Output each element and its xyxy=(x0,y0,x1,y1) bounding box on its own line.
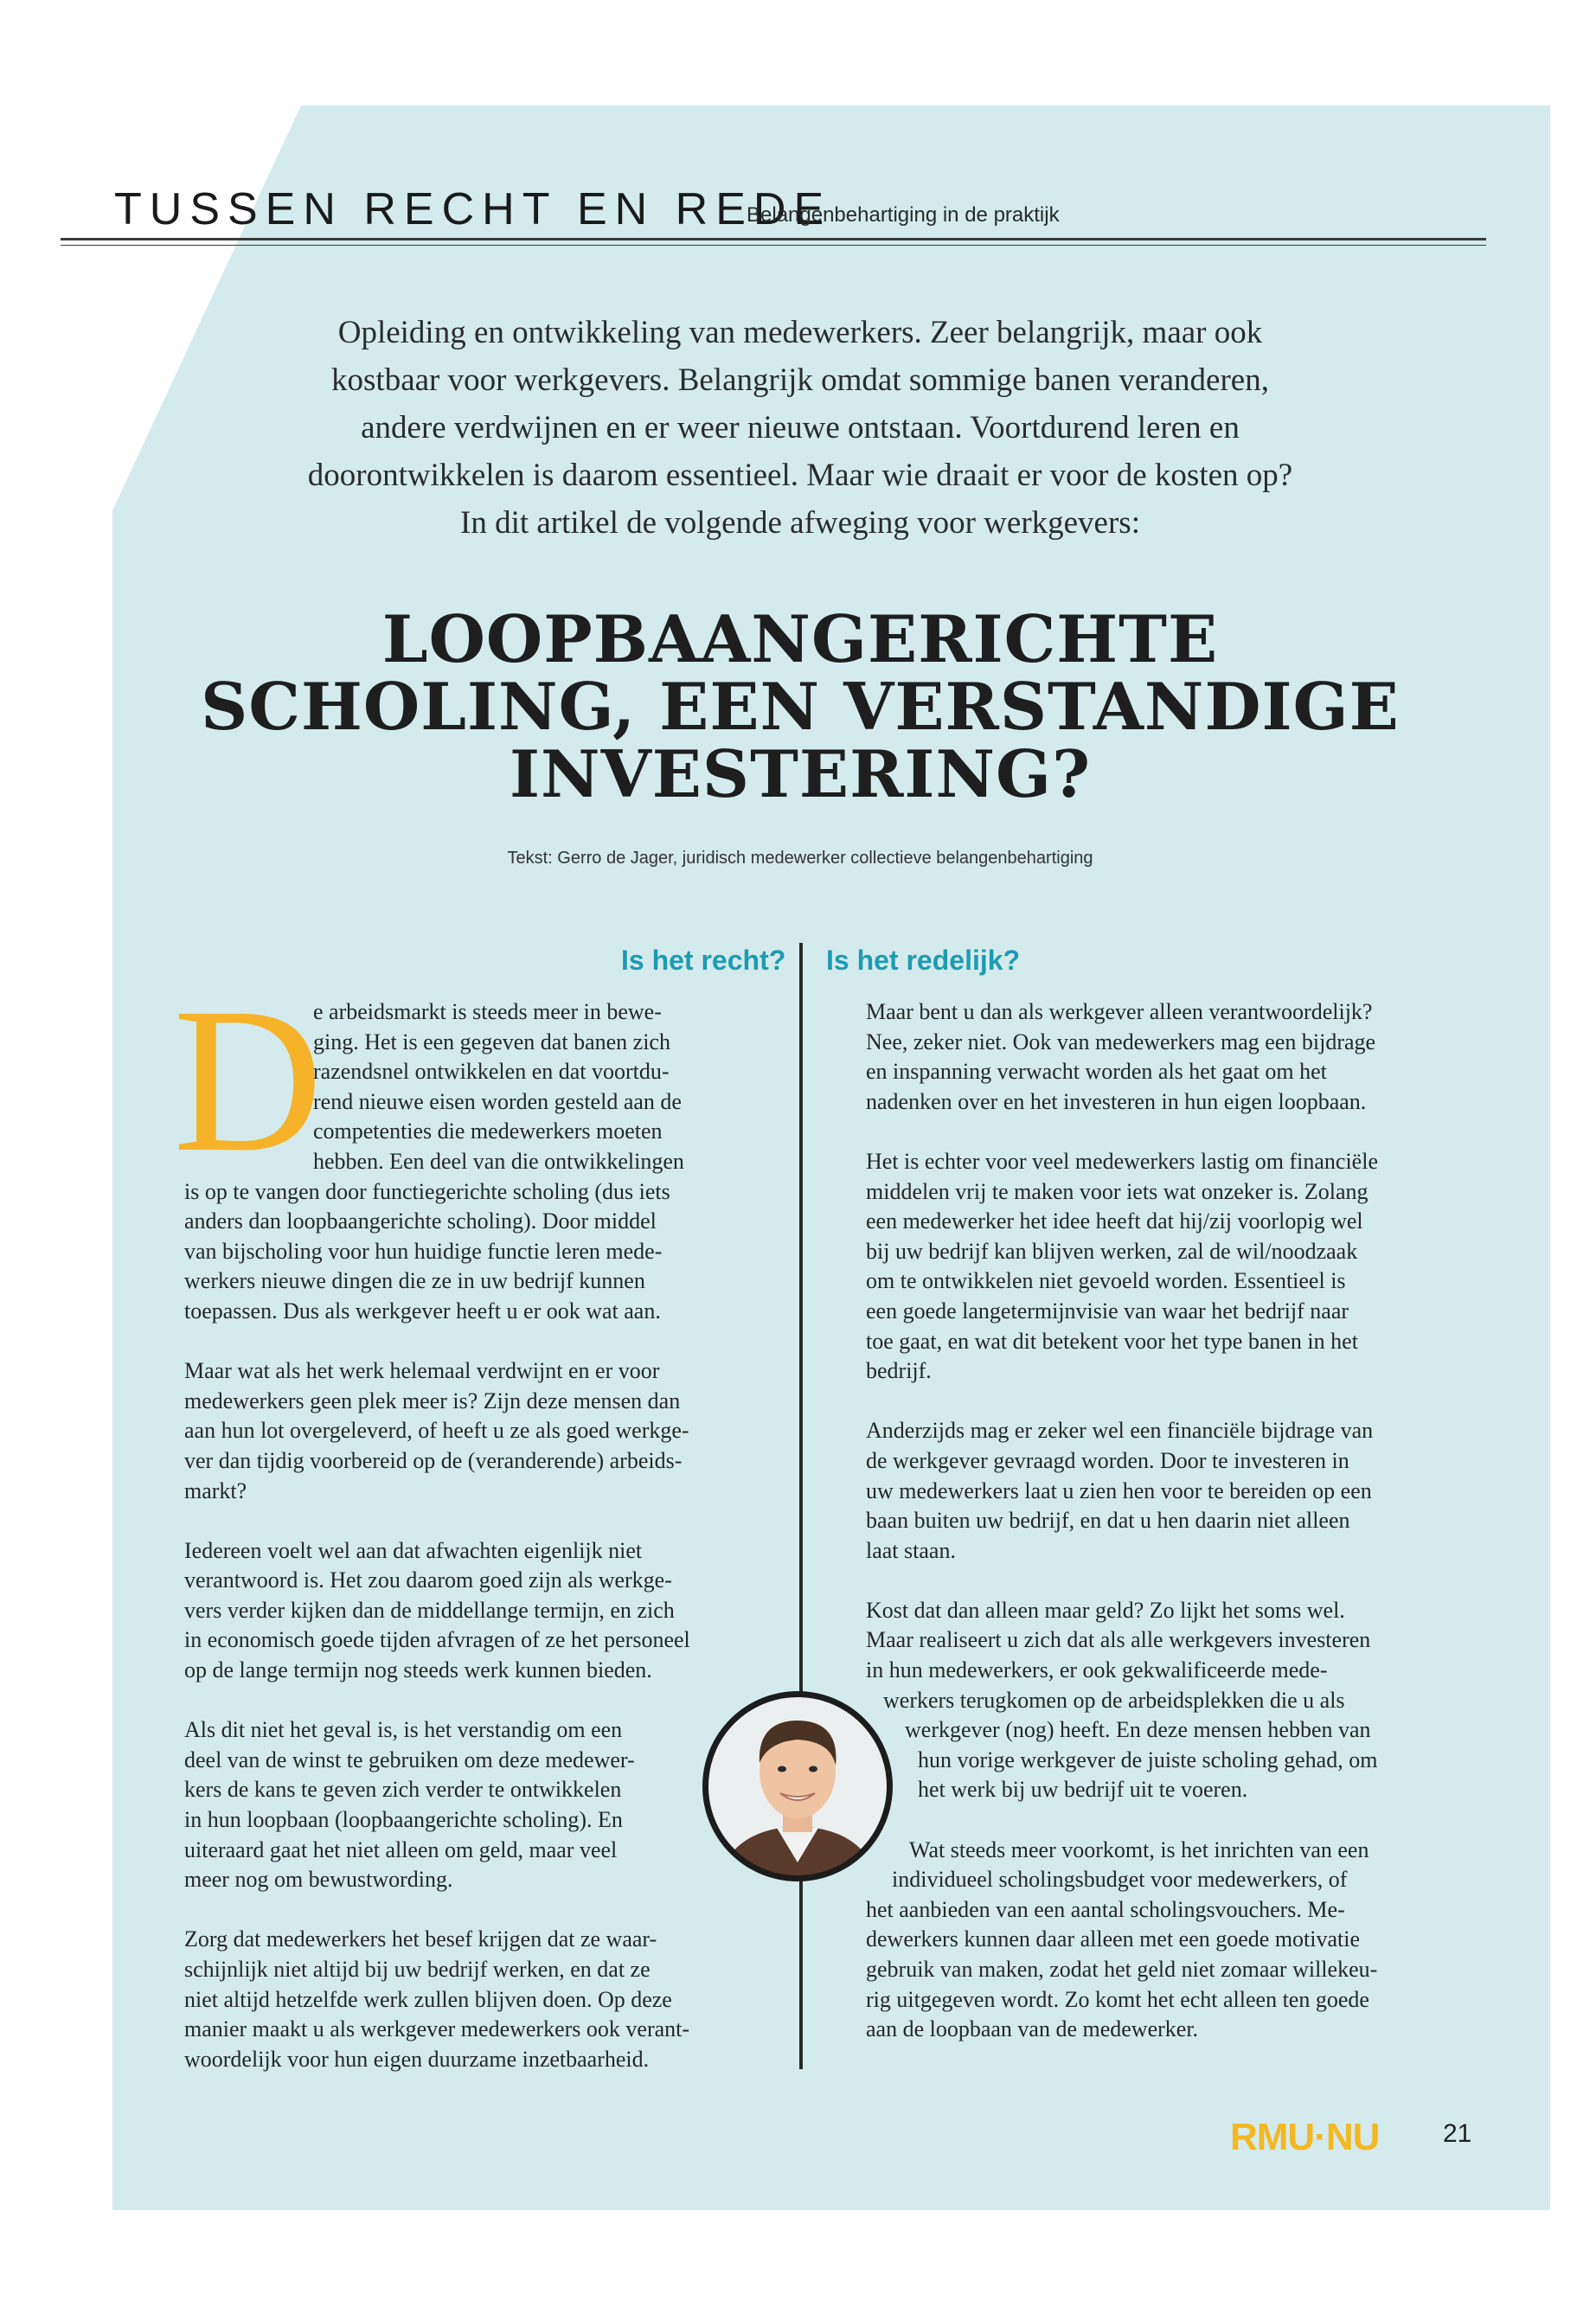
text-line: om te ontwikkelen niet gevoeld worden. Essentieel is xyxy=(866,1268,1346,1294)
text-line: rend nieuwe eisen worden gesteld aan de xyxy=(313,1088,682,1114)
paragraph xyxy=(866,1596,1454,1805)
text-line: Kost dat dan alleen maar geld? Zo lijkt het soms wel. xyxy=(866,1597,1345,1623)
text-line: individueel scholingsbudget voor medewerkers, of xyxy=(892,1867,1348,1893)
paragraph xyxy=(866,1836,1454,2045)
text-line: woordelijk voor hun eigen duurzame inzetbaarheid. xyxy=(184,2046,650,2072)
text-line: nadenken over en het investeren in hun eigen loopbaan. xyxy=(866,1088,1367,1114)
text-line: laat staan. xyxy=(866,1537,956,1563)
column-divider xyxy=(799,943,803,2069)
text-line: in hun loopbaan (loopbaangerichte scholing). En xyxy=(184,1807,623,1833)
headline-line: SCHOLING, EEN VERSTANDIGE xyxy=(201,669,1400,745)
left-column-heading: Is het recht? xyxy=(621,945,786,976)
section-subtitle: Belangenbehartiging in de praktijk xyxy=(747,203,1060,227)
paragraph xyxy=(184,1715,755,1895)
text-line: van bijscholing voor hun huidige functie leren mede- xyxy=(184,1238,663,1264)
dropcap-paragraph xyxy=(184,997,755,1177)
text-line: is op te vangen door functiegerichte scholing (dus iets xyxy=(184,1178,670,1204)
section-title: TUSSEN RECHT EN REDE xyxy=(114,184,832,234)
text-line: Het is echter voor veel medewerkers lastig om financiële xyxy=(866,1148,1378,1174)
text-line: uw medewerkers laat u zien hen voor te bereiden op een xyxy=(866,1477,1372,1503)
paragraph xyxy=(184,1356,755,1506)
text-line: Nee, zeker niet. Ook van medewerkers mag een bijdrage xyxy=(866,1029,1376,1054)
text-line: schijnlijk niet altijd bij uw bedrijf werken, en dat ze xyxy=(184,1957,651,1982)
paragraph xyxy=(184,1536,755,1686)
rmu-nu-logo: RMU·NU xyxy=(1230,2116,1380,2158)
drop-cap: D xyxy=(173,965,324,1195)
text-line: de werkgever gevraagd worden. Door te investeren in xyxy=(866,1447,1349,1473)
text-line: Wat steeds meer voorkomt, is het inrichten van een xyxy=(909,1836,1369,1862)
text-line: vers verder kijken dan de middellange termijn, en zich xyxy=(184,1597,675,1623)
text-line: manier maakt u als werkgever medewerkers ook verant- xyxy=(184,2016,690,2042)
text-line: razendsnel ontwikkelen en dat voortdu- xyxy=(313,1059,670,1085)
text-line: middelen vrij te maken voor iets wat onzeker is. Zolang xyxy=(866,1178,1368,1204)
text-line: hun vorige werkgever de juiste scholing gehad, om xyxy=(918,1747,1378,1772)
text-line: verantwoord is. Het zou daarom goed zijn als werkge- xyxy=(184,1567,672,1593)
text-line: uiteraard gaat het niet alleen om geld, maar veel xyxy=(184,1836,618,1862)
text-line: baan buiten uw bedrijf, en dat u hen daarin niet alleen xyxy=(866,1508,1350,1534)
byline: Tekst: Gerro de Jager, juridisch medewerker collectieve belangenbehartiging xyxy=(507,849,1093,868)
text-line: gebruik van maken, zodat het geld niet zomaar willekeu- xyxy=(866,1957,1378,1982)
headline-line: LOOPBAANGERICHTE xyxy=(381,601,1219,677)
text-line: Anderzijds mag er zeker wel een financiële bijdrage van xyxy=(866,1418,1374,1444)
headline-line: INVESTERING? xyxy=(509,736,1092,812)
text-line: competenties die medewerkers moeten xyxy=(313,1118,663,1144)
text-line: kers de kans te geven zich verder te ontwikkelen xyxy=(184,1777,622,1803)
text-line: Maar realiseert u zich dat als alle werkgevers investeren xyxy=(866,1627,1371,1653)
text-line: rig uitgegeven wordt. Zo komt het echt alleen ten goede xyxy=(866,1986,1369,2012)
text-line: werkers nieuwe dingen die ze in uw bedrijf kunnen xyxy=(184,1268,645,1294)
text-line: hebben. Een deel van die ontwikkelingen xyxy=(313,1148,684,1174)
text-line: Maar wat als het werk helemaal verdwijnt en er voor xyxy=(184,1358,660,1384)
text-line: in economisch goede tijden afvragen of ze het personeel xyxy=(184,1627,690,1653)
text-line: bedrijf. xyxy=(866,1358,932,1384)
text-line: dewerkers kunnen daar alleen met een goede motivatie xyxy=(866,1926,1361,1952)
paragraph xyxy=(866,1416,1454,1566)
page-number: 21 xyxy=(1443,2119,1472,2148)
text-line: Maar bent u dan als werkgever alleen verantwoordelijk? xyxy=(866,999,1373,1024)
text-line: aan hun lot overgeleverd, of heeft u ze als goed werkge- xyxy=(184,1418,689,1444)
paragraph xyxy=(866,997,1454,1117)
text-line: werkgever (nog) heeft. En deze mensen hebben van xyxy=(905,1717,1371,1743)
paragraph xyxy=(866,1147,1454,1387)
intro-line: andere verdwijnen en er weer nieuwe ontstaan. Voortdurend leren en xyxy=(361,410,1240,445)
text-line: het aanbieden van een aantal scholingsvouchers. Me- xyxy=(866,1896,1345,1922)
text-line: een goede langetermijnvisie van waar het bedrijf naar xyxy=(866,1298,1349,1324)
text-line: markt? xyxy=(184,1477,247,1503)
header-rule-top xyxy=(61,238,1486,240)
right-column-text xyxy=(866,997,1454,2045)
text-line: bij uw bedrijf kan blijven werken, zal de wil/noodzaak xyxy=(866,1238,1358,1264)
text-line: niet altijd hetzelfde werk zullen blijven doen. Op deze xyxy=(184,1986,672,2012)
paragraph xyxy=(184,1925,755,2074)
text-line: ging. Het is een gegeven dat banen zich xyxy=(313,1029,670,1054)
right-column-heading: Is het redelijk? xyxy=(826,945,1021,976)
intro-text xyxy=(225,309,1375,547)
text-line: toe gaat, en wat dit betekent voor het type banen in het xyxy=(866,1328,1358,1354)
intro-line: In dit artikel de volgende afweging voor werkgevers: xyxy=(460,505,1140,541)
author-photo xyxy=(701,1689,894,1883)
text-line: anders dan loopbaangerichte scholing). Door middel xyxy=(184,1208,657,1234)
text-line: e arbeidsmarkt is steeds meer in bewe- xyxy=(313,999,662,1024)
text-line: deel van de winst te gebruiken om deze medewer- xyxy=(184,1747,635,1772)
text-line: meer nog om bewustwording. xyxy=(184,1867,453,1893)
text-line: op de lange termijn nog steeds werk kunnen bieden. xyxy=(184,1657,652,1683)
text-line: in hun medewerkers, er ook gekwalificeerde mede- xyxy=(866,1657,1328,1683)
text-line: werkers terugkomen op de arbeidsplekken die u als xyxy=(883,1687,1345,1713)
text-line: Als dit niet het geval is, is het verstandig om een xyxy=(184,1717,623,1743)
text-line: Zorg dat medewerkers het besef krijgen dat ze waar- xyxy=(184,1926,657,1952)
text-line: ver dan tijdig voorbereid op de (veranderende) arbeids- xyxy=(184,1447,683,1473)
text-line: aan de loopbaan van de medewerker. xyxy=(866,2016,1199,2042)
article-headline xyxy=(173,601,1427,812)
intro-line: Opleiding en ontwikkeling van medewerkers. Zeer belangrijk, maar ook xyxy=(337,315,1263,350)
text-line: medewerkers geen plek meer is? Zijn deze mensen dan xyxy=(184,1388,681,1413)
paragraph xyxy=(184,1177,755,1327)
intro-line: kostbaar voor werkgevers. Belangrijk omdat sommige banen veranderen, xyxy=(331,362,1269,398)
text-line: Iedereen voelt wel aan dat afwachten eigenlijk niet xyxy=(184,1537,643,1563)
header-rule-bottom xyxy=(61,245,1486,246)
intro-line: doorontwikkelen is daarom essentieel. Maar wie draait er voor de kosten op? xyxy=(307,458,1293,493)
text-line: toepassen. Dus als werkgever heeft u er ook wat aan. xyxy=(184,1298,661,1324)
text-line: een medewerker het idee heeft dat hij/zij voorlopig wel xyxy=(866,1208,1363,1234)
text-line: en inspanning verwacht worden als het gaat om het xyxy=(866,1059,1327,1085)
left-column-text xyxy=(184,997,755,2074)
text-line: het werk bij uw bedrijf uit te voeren. xyxy=(918,1777,1248,1803)
